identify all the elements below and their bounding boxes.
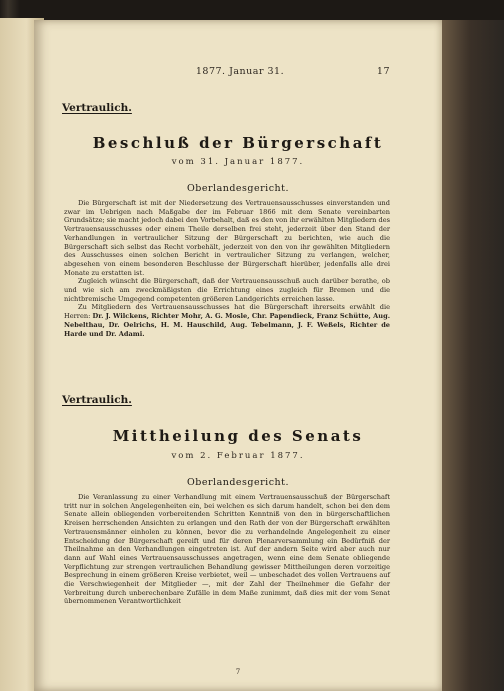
- section1-paragraph: Die Bürgerschaft ist mit der Niedersetzung des Vertrauensausschusses einverstanden und zwar im Uebrigen nach Maßgabe der im Februar 1866 mit dem Senate vereinbarten Grundsätze; sie macht jedoch dabei den Vorbehalt, daß es den von ihr erwählten Mitgliedern des Vertrauensausschusses oder einem Theile derselben frei steht, jederzeit über den Stand der Verhandlungen in vertraulicher Sitzung der Bürgerschaft zu berichten, wie auch die Bürgerschaft sich selbst das Recht vorbehält, jederzeit von den von ihr gewählten Mitgliedern des Ausschusses einen solchen Bericht in vertraulicher Sitzung zu verlangen, welcher, abgesehen von einem besonderen Beschlusse der Bürgerschaft hierüber, jedenfalls alle drei Monate zu erstatten ist.: [64, 199, 390, 277]
- section2-body: [64, 493, 390, 606]
- page-number: 17: [376, 66, 390, 77]
- confidential-tag-2: Vertraulich.: [62, 394, 132, 406]
- section1-date: vom 31. Januar 1877.: [171, 157, 305, 167]
- header-date: 1877. Januar 31.: [195, 66, 285, 77]
- section1-body: [64, 199, 390, 338]
- members-intro: Zu Mitgliedern des Vertrauensausschusses hat die Bürgerschaft ihrerseits erwählt die Herren:: [64, 303, 390, 321]
- section1-heading: Oberlandesgericht.: [187, 183, 289, 194]
- signature-mark: 7: [235, 668, 241, 676]
- running-header: [34, 66, 442, 82]
- page: [34, 20, 442, 691]
- section2-date: vom 2. Februar 1877.: [171, 451, 305, 461]
- section2-title: Mittheilung des Senats: [112, 427, 364, 445]
- section1-paragraph: Zugleich wünscht die Bürgerschaft, daß der Vertrauensausschuß auch darüber berathe, ob und wie sich am zweckmäßigsten die Errichtung eines zugleich für Bremen und die nichtbremische Umgegend competenten größeren Landgerichts erreichen lasse.: [64, 277, 390, 303]
- section1-title: Beschluß der Bürgerschaft: [92, 134, 384, 152]
- book-fore-edge: [442, 20, 504, 691]
- section1-members: [64, 303, 390, 338]
- section2-heading: Oberlandesgericht.: [187, 477, 289, 488]
- members-list: Dr. J. Wilckens, Richter Mohr, A. G. Mosle, Chr. Papendieck, Franz Schütte, Aug. Nebelthau, Dr. Oelrichs, H. M. Hauschild, Aug. Tebelmann, J. F. Weßels, Richter de Harde und Dr. Adami.: [64, 312, 390, 338]
- confidential-tag-1: Vertraulich.: [62, 102, 132, 114]
- section2-paragraph: Die Veranlassung zu einer Verhandlung mit einem Vertrauensausschuß der Bürgerschaft tritt nur in solchen Angelegenheiten ein, bei welchen es sich darum handelt, schon bei den dem Senate allein obliegenden vorbereitenden Schritten Kenntniß von den in bürgerschaftlichen Kreisen herrschenden Ansichten zu erlangen und den Rath der von der Bürgerschaft erwählten Vertrauensmänner einholen zu können, bevor die zu verhandelnde Angelegenheit zu einer Entscheidung der Bürgerschaft gereift und für deren Plenarversammlung ein Bedürfniß der Theilnahme an den Verhandlungen eingetreten ist. Auf der andern Seite wird aber auch nur dann auf Wahl eines Vertrauensausschusses angetragen, wenn eine dem Senate obliegende Verpflichtung zur strengen vertraulichen Behandlung gewisser Mittheilungen deren vorzeitige Besprechung in einem größeren Kreise verbietet, weil — unbeschadet des vollen Vertrauens auf die Verschwiegenheit der Mitglieder —, mit der Zahl der Theilnehmer die Gefahr der Verbreitung durch unberechenbare Zufälle in dem Maße zunimmt, daß dies mit der vom Senat übernommenen Verantwortlichkeit: [64, 493, 390, 606]
